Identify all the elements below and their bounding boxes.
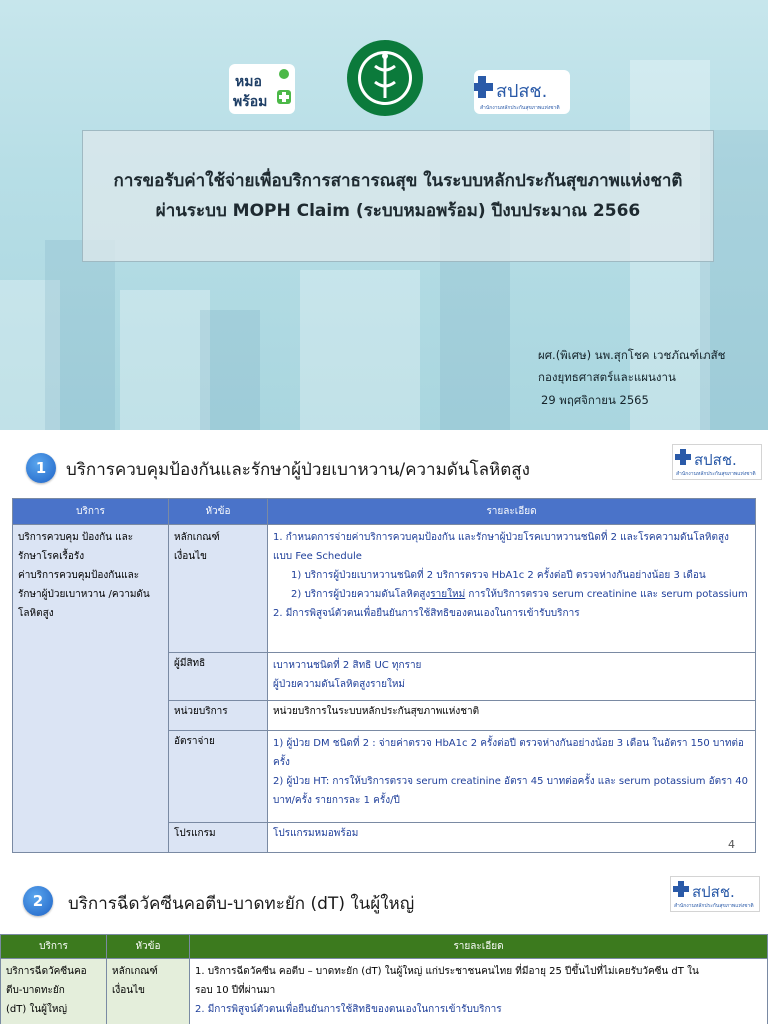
presentation-date: 29 พฤศจิกายน 2565	[541, 393, 649, 407]
background-building	[45, 240, 115, 430]
topic-cell: อัตราจ่าย	[169, 731, 268, 823]
detail-cell	[268, 653, 756, 701]
detail-paragraph: 2. มีการพิสูจน์ตัวตนเพื่อยืนยันการใช้สิทธิของตนเองในการเข้ารับบริการ	[273, 608, 580, 619]
detail-text: 2) บริการผู้ป่วยความดันโลหิตสูง	[291, 589, 431, 600]
topic-cell	[107, 959, 190, 1024]
svg-text:สปสช.: สปสช.	[692, 883, 735, 901]
service-cell	[1, 959, 107, 1024]
background-building	[120, 290, 210, 430]
author-department: กองยุทธศาสตร์และแผนงาน	[538, 370, 676, 384]
service-line: โลหิตสูง	[18, 608, 54, 619]
service-line: ค่าบริการควบคุมป้องกันและ	[18, 570, 140, 581]
detail-line: หน่วยบริการในระบบหลักประกันสุขภาพแห่งชาติ	[273, 706, 480, 717]
service-line: รักษาโรคเรื้อรัง	[18, 551, 85, 562]
title-line-2: ผ่านระบบ MOPH Claim (ระบบหมอพร้อม) ปีงบประมาณ 2566	[155, 201, 641, 221]
service-table	[12, 498, 756, 853]
nhso-logo	[672, 444, 762, 480]
svg-text:สปสช.: สปสช.	[694, 451, 737, 469]
page-number: 4	[728, 838, 735, 851]
detail-cell	[190, 959, 768, 1024]
service-line: บริการฉีดวัคซีนคอ	[6, 966, 87, 977]
detail-line: รอบ 10 ปีที่ผ่านมา	[195, 985, 276, 996]
detail-text: การให้บริการตรวจ serum creatinine และ serum potassium	[465, 589, 748, 600]
service-line: (dT) ในผู้ใหญ่	[6, 1004, 68, 1015]
detail-cell	[268, 701, 756, 731]
service-cell	[13, 525, 169, 853]
detail-underlined-text: รายใหม่	[430, 589, 466, 600]
svg-text:สำนักงานหลักประกันสุขภาพแห่งชา: สำนักงานหลักประกันสุขภาพแห่งชาติ	[674, 903, 754, 909]
section-number-badge: 2	[23, 886, 53, 916]
background-building	[300, 270, 420, 430]
topic-line: เงื่อนไข	[112, 985, 146, 996]
detail-line: 2. มีการพิสูจน์ตัวตนเพื่อยืนยันการใช้สิทธิของตนเองในการเข้ารับบริการ	[195, 1004, 502, 1015]
service-line: บริการควบคุม ป้องกัน และ	[18, 532, 134, 543]
detail-cell	[268, 823, 756, 853]
author-name: ผศ.(พิเศษ) นพ.สุกโชค เวชภัณฑ์เภสัช	[538, 348, 726, 362]
title-line-1: การขอรับค่าใช้จ่ายเพื่อบริการสาธารณสุข ในระบบหลักประกันสุขภาพแห่งชาติ	[113, 171, 683, 191]
header-detail: รายละเอียด	[190, 935, 768, 959]
svg-text:สำนักงานหลักประกันสุขภาพแห่งชา: สำนักงานหลักประกันสุขภาพแห่งชาติ	[676, 471, 756, 477]
service-line: ตีบ-บาดทะยัก	[6, 985, 65, 996]
detail-line: โปรแกรมหมอพร้อม	[273, 828, 359, 839]
header-detail: รายละเอียด	[268, 499, 756, 525]
topic-line: เงื่อนไข	[174, 551, 208, 562]
header-topic: หัวข้อ	[107, 935, 190, 959]
section-title: บริการควบคุมป้องกันและรักษาผู้ป่วยเบาหวาน/ความดันโลหิตสูง	[66, 460, 530, 480]
header-service: บริการ	[1, 935, 107, 959]
topic-line: หลักเกณฑ์	[112, 966, 158, 977]
detail-cell	[268, 525, 756, 653]
svg-text:สำนักงานหลักประกันสุขภาพแห่งชา: สำนักงานหลักประกันสุขภาพแห่งชาติ	[480, 105, 560, 111]
section-title: บริการฉีดวัคซีนคอตีบ-บาดทะยัก (dT) ในผู้ใหญ่	[68, 894, 415, 914]
topic-cell: โปรแกรม	[169, 823, 268, 853]
detail-subitem	[273, 585, 750, 604]
title-slide	[0, 0, 768, 430]
svg-text:พร้อม: พร้อม	[233, 94, 268, 110]
title-box	[82, 130, 714, 262]
header-topic: หัวข้อ	[169, 499, 268, 525]
section-number-badge: 1	[26, 453, 56, 483]
background-building	[200, 310, 260, 430]
moph-seal-logo	[345, 38, 425, 118]
detail-line: 2) ผู้ป่วย HT: การให้บริการตรวจ serum creatinine อัตรา 45 บาทต่อครั้ง และ serum potassium อัตรา 40 บาท/ครั้ง รายการละ 1 ครั้ง/ปี	[273, 776, 749, 806]
svg-text:หมอ: หมอ	[235, 74, 262, 90]
topic-cell	[169, 525, 268, 653]
topic-cell: ผู้มีสิทธิ	[169, 653, 268, 701]
nhso-logo	[670, 876, 760, 912]
mor-prom-logo	[229, 64, 295, 114]
svg-text:สปสช.: สปสช.	[496, 81, 548, 102]
detail-subitem: 1) บริการผู้ป่วยเบาหวานชนิดที่ 2 บริการตรวจ HbA1c 2 ครั้งต่อปี ตรวจห่างกันอย่างน้อย 3 เดือน	[291, 570, 706, 581]
detail-cell	[268, 731, 756, 823]
detail-paragraph: 1. กำหนดการจ่ายค่าบริการควบคุมป้องกัน และรักษาผู้ป่วยโรคเบาหวานชนิดที่ 2 และโรคความดันโลหิตสูง แบบ Fee Schedule	[273, 532, 729, 562]
slide-dt-vaccine-service	[0, 866, 768, 1024]
topic-cell: หน่วยบริการ	[169, 701, 268, 731]
detail-line: 1) ผู้ป่วย DM ชนิดที่ 2 : จ่ายค่าตรวจ HbA1c 2 ครั้งต่อปี ตรวจห่างกันอย่างน้อย 3 เดือน ในอัตรา 150 บาทต่อครั้ง	[273, 738, 744, 768]
nhso-logo	[474, 70, 570, 114]
detail-line: ผู้ป่วยความดันโลหิตสูงรายใหม่	[273, 679, 406, 690]
detail-line: เบาหวานชนิดที่ 2 สิทธิ UC ทุกราย	[273, 660, 422, 671]
topic-line: หลักเกณฑ์	[174, 532, 220, 543]
slide-dm-ht-service	[0, 432, 768, 864]
service-table	[0, 934, 768, 1024]
header-service: บริการ	[13, 499, 169, 525]
service-line: รักษาผู้ป่วยเบาหวาน /ความดัน	[18, 589, 150, 600]
detail-line: 1. บริการฉีดวัคซีน คอตีบ – บาดทะยัก (dT) ในผู้ใหญ่ แก่ประชาชนคนไทย ที่มีอายุ 25 ปีขึ้นไปที่ไม่เคยรับวัคซีน dT ใน	[195, 966, 699, 977]
